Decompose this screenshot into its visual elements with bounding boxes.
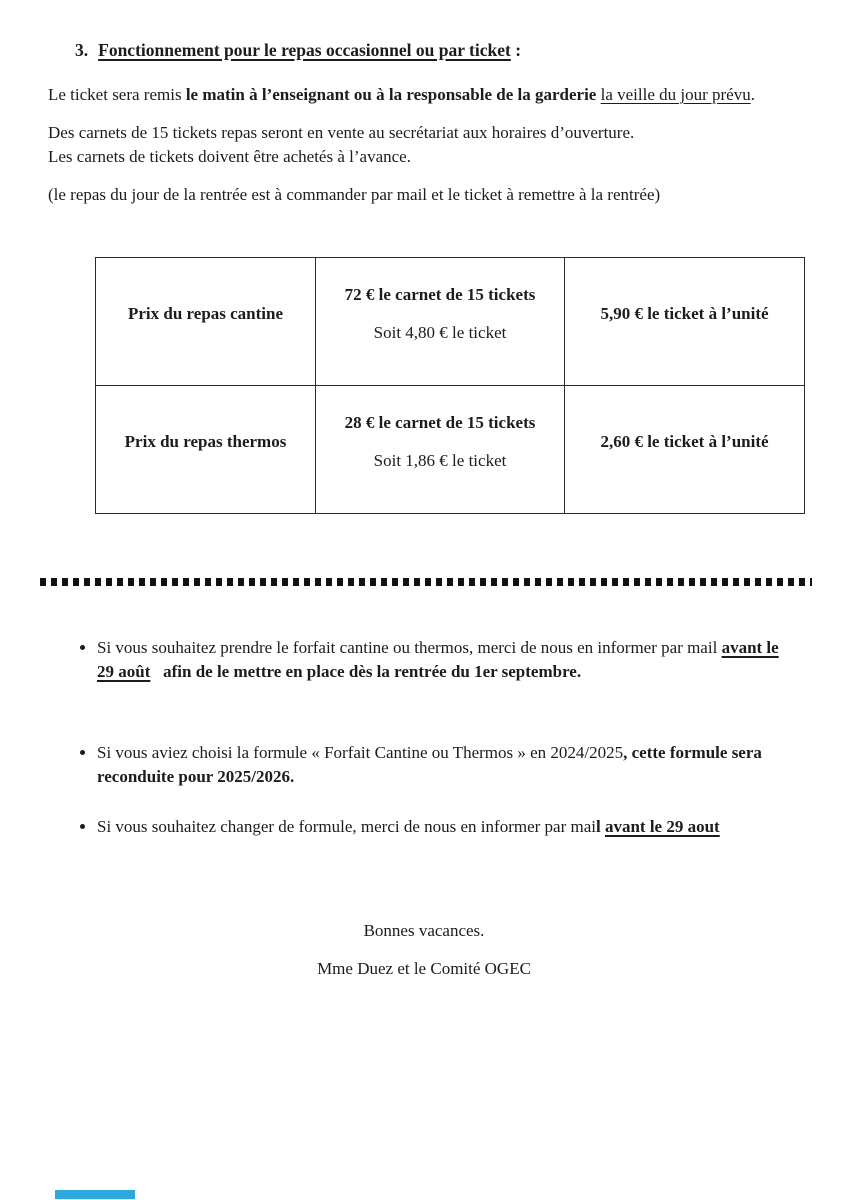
per-ticket-price-cantine: Soit 4,80 € le ticket [373, 322, 507, 342]
page-bottom-accent-bar [55, 1190, 135, 1199]
p1-post: . [750, 84, 755, 104]
p1-pre: Le ticket sera remis [48, 84, 186, 104]
paragraph-ticket-remis [48, 83, 808, 107]
cell-carnet-thermos [316, 386, 565, 514]
p2-line1: Des carnets de 15 tickets repas seront en vente au secrétariat aux horaires d’ouverture. [48, 122, 635, 142]
carnet-price-cantine: 72 € le carnet de 15 tickets [344, 284, 536, 304]
bullet2-bold-post: , cette formule sera reconduite pour 2025/2026. [97, 742, 762, 786]
bullet3-pre: Si vous souhaitez changer de formule, merci de nous en informer par mai [97, 816, 596, 836]
paragraph-rentree-note: (le repas du jour de la rentrée est à commander par mail et le ticket à remettre à la rentrée) [48, 185, 661, 205]
table-row-cantine [96, 258, 805, 386]
heading-number: 3. [75, 40, 89, 60]
bullet1-pre: Si vous souhaitez prendre le forfait cantine ou thermos, merci de nous en informer par mail [97, 638, 722, 658]
cell-unit-price-cantine: 5,90 € le ticket à l’unité [565, 258, 805, 386]
p1-bold: le matin à l’enseignant ou à la responsable de la garderie [185, 84, 601, 104]
cell-label-thermos: Prix du repas thermos [96, 386, 316, 514]
bullet-item-forfait [97, 636, 808, 684]
bullet3-bold: l [595, 816, 605, 836]
carnet-price-thermos: 28 € le carnet de 15 tickets [344, 412, 536, 432]
heading-title: Fonctionnement pour le repas occasionnel ou par ticket [98, 40, 511, 60]
p2-line2: Les carnets de tickets doivent être achetés à l’avance. [48, 147, 411, 167]
cell-unit-price-thermos: 2,60 € le ticket à l’unité [565, 386, 805, 514]
closing-line-vacances: Bonnes vacances. [363, 920, 485, 940]
bullet-list [0, 636, 808, 839]
bullet-item-changer-formule [97, 815, 808, 839]
bullet2-pre: Si vous aviez choisi la formule « Forfait Cantine ou Thermos » en 2024/2025 [97, 742, 624, 762]
cell-carnet-cantine [316, 258, 565, 386]
table-row-thermos [96, 386, 805, 514]
p1-underlined: la veille du jour prévu [600, 84, 751, 104]
cell-label-cantine: Prix du repas cantine [96, 258, 316, 386]
per-ticket-price-thermos: Soit 1,86 € le ticket [373, 450, 507, 470]
bullet1-deadline: avant le 29 août [97, 638, 779, 682]
dotted-divider [40, 578, 812, 586]
price-table [95, 257, 805, 514]
bullet3-deadline: avant le 29 aout [604, 816, 720, 836]
paragraph-carnets [48, 121, 808, 169]
bullet1-bold-post: afin de le mettre en place dès la rentrée du 1er septembre. [150, 662, 582, 682]
closing-line-signature: Mme Duez et le Comité OGEC [317, 959, 531, 979]
heading-suffix: : [510, 40, 522, 60]
bullet-item-reconduction [97, 741, 808, 789]
section-heading [75, 38, 808, 63]
